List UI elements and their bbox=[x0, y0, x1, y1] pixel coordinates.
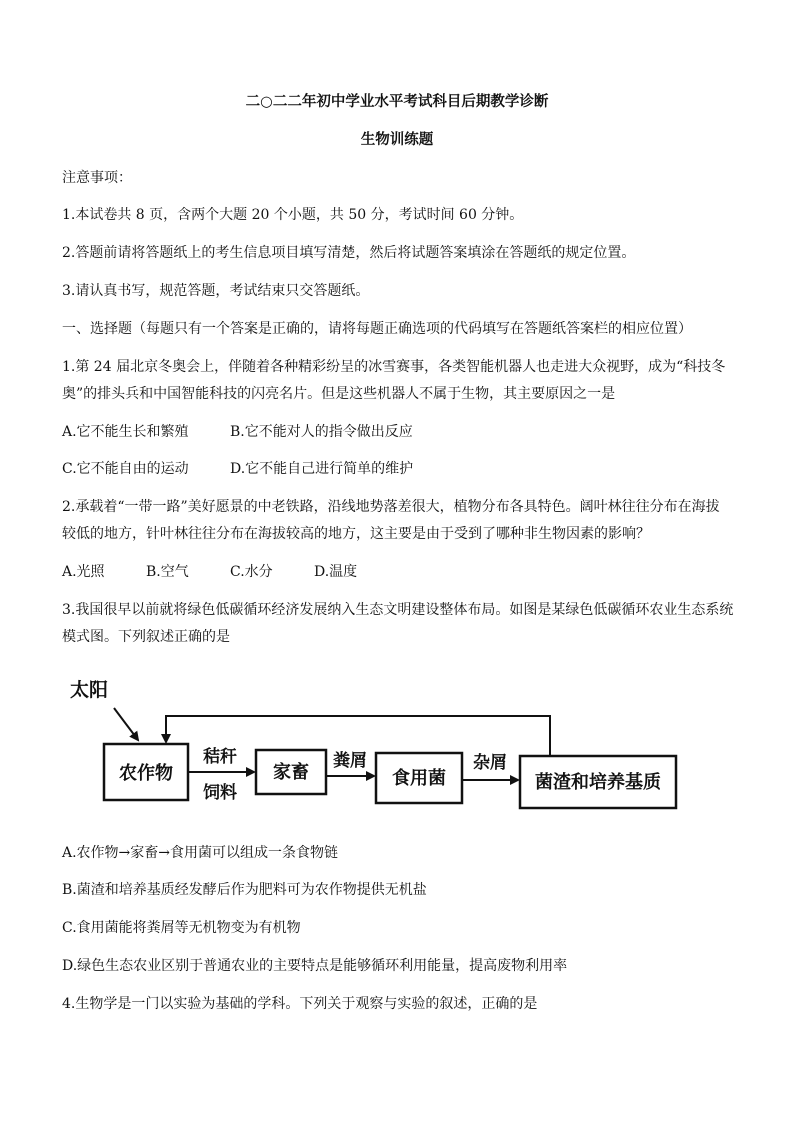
mushroom-label: 食用菌 bbox=[392, 768, 446, 789]
q2-options bbox=[62, 562, 357, 582]
arrow3-label: 杂屑 bbox=[473, 753, 507, 773]
livestock-label: 家畜 bbox=[273, 762, 309, 783]
q2-option-b: B.空气 bbox=[146, 564, 189, 580]
arrow2-label: 粪屑 bbox=[333, 751, 367, 771]
q3-option-c: C.食用菌能将粪屑等无机物变为有机物 bbox=[62, 920, 301, 936]
q3-option-b: B.菌渣和培养基质经发酵后作为肥料可为农作物提供无机盐 bbox=[62, 882, 427, 898]
note-item-3: 3.请认真书写，规范答题，考试结束只交答题纸。 bbox=[62, 283, 370, 299]
q4-stem-line1: 4.生物学是一门以实验为基础的学科。下列关于观察与实验的叙述，正确的是 bbox=[62, 996, 538, 1012]
arrow1-bottom-label: 饲料 bbox=[203, 783, 237, 803]
q2-stem-line2: 较低的地方，针叶林往往分布在海拔较高的地方，这主要是由于受到了哪种非生物因素的影响？ bbox=[62, 526, 650, 542]
q1-options-row2 bbox=[62, 459, 413, 479]
q1-option-c: C.它不能自由的运动 bbox=[62, 461, 189, 477]
q1-options-row1 bbox=[62, 422, 413, 442]
sun-arrow bbox=[114, 708, 138, 740]
q1-option-a: A.它不能生长和繁殖 bbox=[62, 424, 189, 440]
crop-label: 农作物 bbox=[119, 763, 173, 784]
q1-stem-line2: 奥”的排头兵和中国智能科技的闪亮名片。但是这些机器人不属于生物，其主要原因之一是 bbox=[62, 386, 616, 402]
residue-label: 菌渣和培养基质 bbox=[535, 772, 661, 793]
q3-option-d: D.绿色生态农业区别于普通农业的主要特点是能够循环利用能量，提高废物利用率 bbox=[62, 958, 568, 974]
sun-label: 太阳 bbox=[70, 679, 109, 701]
q2-option-a: A.光照 bbox=[62, 564, 105, 580]
page-subtitle: 生物训练题 bbox=[360, 131, 434, 148]
page-title: 二○二二年初中学业水平考试科目后期教学诊断 bbox=[245, 93, 549, 110]
q2-option-d: D.温度 bbox=[314, 564, 358, 580]
notes-heading: 注意事项： bbox=[62, 170, 132, 186]
q3-stem-line2: 模式图。下列叙述正确的是 bbox=[62, 629, 230, 645]
note-item-1: 1.本试卷共 8 页，含两个大题 20 个小题，共 50 分，考试时间 60 分钟。 bbox=[62, 207, 524, 223]
ecosystem-diagram bbox=[62, 668, 682, 818]
q2-option-c: C.水分 bbox=[230, 564, 273, 580]
q1-option-d: D.它不能自己进行简单的维护 bbox=[230, 461, 414, 477]
q3-option-a: A.农作物→家畜→食用菌可以组成一条食物链 bbox=[62, 845, 339, 861]
arrow1-top-label: 秸秆 bbox=[203, 747, 237, 767]
q1-option-b: B.它不能对人的指令做出反应 bbox=[230, 424, 413, 440]
section-heading: 一、选择题（每题只有一个答案是正确的，请将每题正确选项的代码填写在答题纸答案栏的相应位置） bbox=[62, 321, 692, 337]
note-item-2: 2.答题前请将答题纸上的考生信息项目填写清楚，然后将试题答案填涂在答题纸的规定位置。 bbox=[62, 245, 636, 261]
q1-stem-line1: 1.第 24 届北京冬奥会上，伴随着各种精彩纷呈的冰雪赛事，各类智能机器人也走进大众视野，成为“科技冬 bbox=[62, 359, 726, 375]
q3-stem-line1: 3.我国很早以前就将绿色低碳循环经济发展纳入生态文明建设整体布局。如图是某绿色低碳循环农业生态系统 bbox=[62, 602, 734, 618]
q2-stem-line1: 2.承载着“一带一路”美好愿景的中老铁路，沿线地势落差很大，植物分布各具特色。阔叶林往往分布在海拔 bbox=[62, 499, 720, 515]
